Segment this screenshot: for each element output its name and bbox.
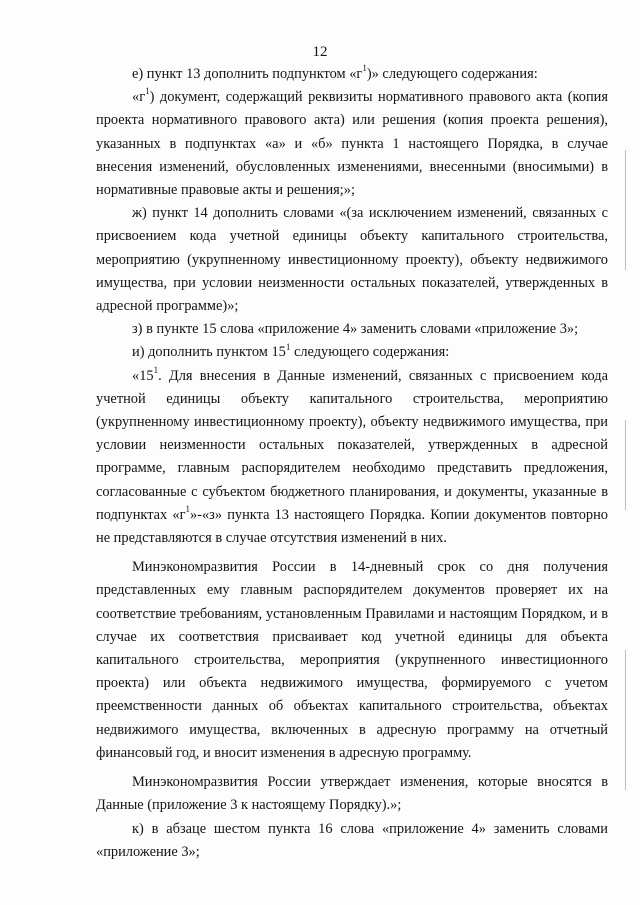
superscript: 1 [185, 504, 190, 515]
text-run: )» следующего содержания: [366, 66, 538, 82]
text-run: »-«з» пункта 13 настоящего Порядка. Копии документов повторно не представляются в случае отсутствия изменений в них. [96, 506, 609, 547]
superscript: 1 [145, 86, 150, 97]
paragraph-z [96, 318, 608, 341]
text-run: . Для внесения в Данные изменений, связанных с присвоением кода учетной единицы объекту капитального строительства, мероприятию (укрупненному инвестиционному проекту), объекту недвижимого имущества, при условии неизменности остальных показателей, утвержденных в адресной программе, главным распорядителем необходимо представить предложения, согласованные с субъектом бюджетного планирования, и документы, указанные в подпунктах «г [96, 367, 608, 523]
text-run: следующего содержания: [290, 344, 450, 361]
text-run: «15 [132, 367, 154, 384]
text-run: ) документ, содержащий реквизиты нормативного правового акта (копия проекта нормативного правового акта) или решения (копия проекта решения), указанных в подпунктах «а» и «б» пункта 1 настоящего Порядка, в случае внесения изменений, обусловленных изменениями, внесенными (вносимыми) в нормативные правовые акты и решения;»; [96, 89, 608, 199]
paragraph-i [96, 341, 608, 364]
superscript: 1 [362, 63, 367, 74]
text-run: Минэкономразвития России утверждает изменения, которые вносятся в Данные (приложение 3 к настоящему Порядку).»; [96, 774, 608, 814]
text-run: «г [132, 89, 146, 106]
text-run: з) в пункте 15 слова «приложение 4» заменить словами «приложение 3»; [132, 321, 579, 338]
text-run: к) в абзаце шестом пункта 16 слова «приложение 4» заменить словами «приложение 3»; [96, 820, 608, 860]
scan-edge-mark [625, 650, 626, 790]
text-run: ж) пункт 14 дополнить словами «(за исключением изменений, связанных с присвоением кода учетной единицы объекту капитального строительства, мероприятию (укрупненному инвестиционному проекту), объекту недвижимого имущества, при условии неизменности остальных показателей, утвержденных в адресной программе)»; [96, 205, 608, 315]
page-number: 12 [312, 44, 328, 60]
paragraph-minek-check [96, 556, 608, 765]
paragraph-e [96, 63, 608, 86]
superscript: 1 [285, 341, 291, 352]
paragraph-k [96, 818, 608, 864]
paragraph-zh [96, 202, 608, 318]
scan-edge-mark [625, 420, 626, 510]
scan-edge-mark [625, 150, 626, 270]
paragraph-minek-approve [96, 771, 608, 817]
paragraph-15-1-text [96, 365, 608, 551]
document-body [96, 63, 608, 864]
text-run: Минэкономразвития России в 14-дневный срок со дня получения представленных ему главным распорядителем документов проверяет их на соответствие требованиям, установленным Правилами и настоящим Порядком, и в случае их соответствия присваивает код учетной единицы для объекта капитального строительства, мероприятия (укрупненного инвестиционного проекта) или объекта недвижимого имущества, формируемого с учетом преемственности данных об объектах капитального строительства, объектах недвижимого имущества, включенных в адресную программу на отчетный финансовый год, и вносит изменения в адресную программу. [96, 559, 608, 761]
text-run: и) дополнить пунктом 15 [132, 344, 286, 361]
text-run: е) пункт 13 дополнить подпунктом «г [132, 66, 363, 82]
superscript: 1 [153, 364, 159, 375]
paragraph-g1-text [96, 86, 608, 202]
